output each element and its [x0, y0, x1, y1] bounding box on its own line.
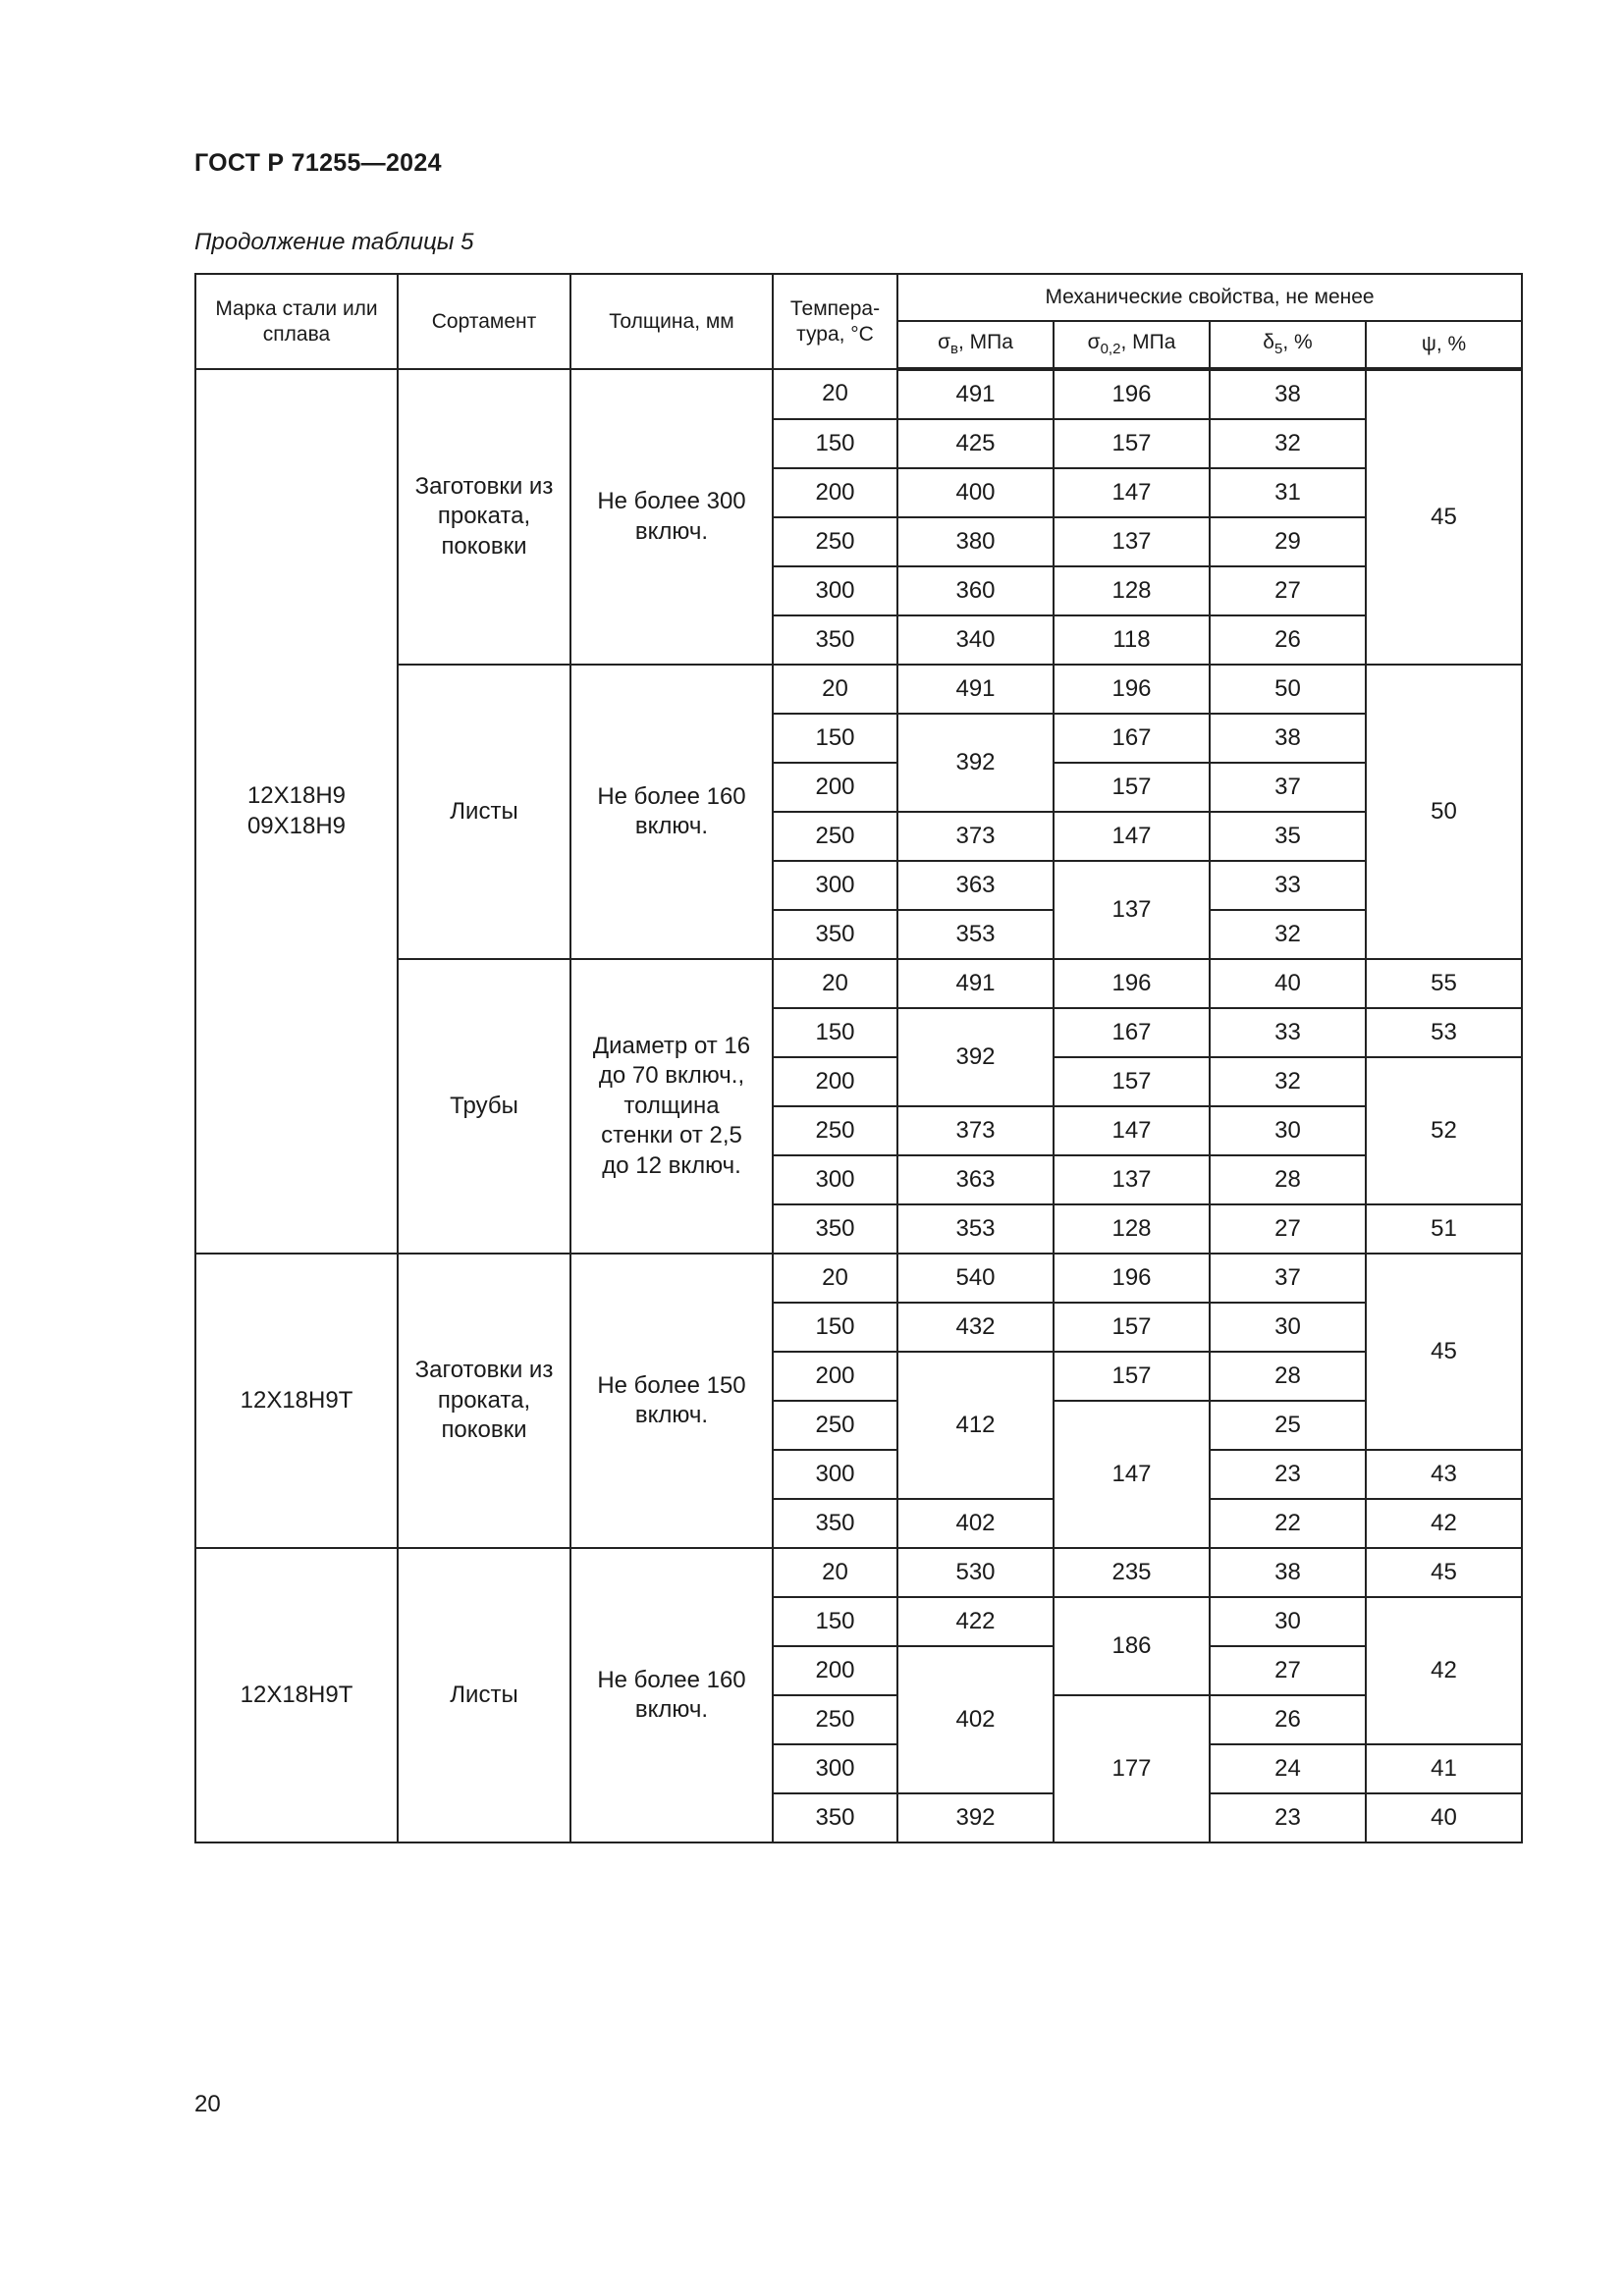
psi-cell: 40	[1366, 1793, 1522, 1842]
temp-cell: 300	[773, 1744, 897, 1793]
temp-cell: 250	[773, 812, 897, 861]
temp-cell: 300	[773, 861, 897, 910]
sigma-02-cell: 186	[1054, 1597, 1210, 1695]
header-delta5: $\delta_5$, %	[1210, 321, 1366, 369]
sigma-b-cell: 402	[897, 1646, 1054, 1793]
temp-cell: 350	[773, 910, 897, 959]
sigma-b-cell: 412	[897, 1352, 1054, 1499]
thickness-cell: Не более 150 включ.	[570, 1254, 773, 1548]
table-row	[195, 1254, 1522, 1303]
temp-cell: 20	[773, 1548, 897, 1597]
psi-cell: 45	[1366, 1254, 1522, 1450]
delta5-cell: 28	[1210, 1155, 1366, 1204]
temp-cell: 350	[773, 1204, 897, 1254]
delta5-cell: 38	[1210, 369, 1366, 419]
temp-cell: 150	[773, 419, 897, 468]
delta5-cell: 27	[1210, 566, 1366, 615]
temp-cell: 200	[773, 1352, 897, 1401]
sigma-02-cell: 196	[1054, 1254, 1210, 1303]
sigma-02-cell: 128	[1054, 566, 1210, 615]
sigma-02-cell: 167	[1054, 1008, 1210, 1057]
psi-cell: 50	[1366, 665, 1522, 959]
delta5-cell: 23	[1210, 1793, 1366, 1842]
temp-cell: 250	[773, 1695, 897, 1744]
sigma-b-cell: 392	[897, 714, 1054, 812]
sigma-02-cell: 147	[1054, 1106, 1210, 1155]
psi-cell: 53	[1366, 1008, 1522, 1057]
sigma-b-cell: 530	[897, 1548, 1054, 1597]
sigma-b-cell: 540	[897, 1254, 1054, 1303]
temp-cell: 200	[773, 1646, 897, 1695]
temp-cell: 350	[773, 615, 897, 665]
header-mechanical-properties: Механические свойства, не менее	[897, 274, 1522, 321]
grade-cell: 12Х18Н9Т	[195, 1548, 398, 1842]
delta5-cell: 33	[1210, 1008, 1366, 1057]
sigma-b-cell: 491	[897, 369, 1054, 419]
header-thickness: Толщина, мм	[570, 274, 773, 369]
temp-cell: 150	[773, 714, 897, 763]
delta5-cell: 30	[1210, 1106, 1366, 1155]
delta5-cell: 38	[1210, 714, 1366, 763]
thickness-cell: Не более 160 включ.	[570, 665, 773, 959]
delta5-cell: 32	[1210, 910, 1366, 959]
temp-cell: 20	[773, 665, 897, 714]
temp-cell: 300	[773, 1450, 897, 1499]
temp-cell: 20	[773, 369, 897, 419]
temp-cell: 150	[773, 1008, 897, 1057]
psi-cell: 52	[1366, 1057, 1522, 1204]
table-row	[195, 369, 1522, 419]
temp-cell: 20	[773, 959, 897, 1008]
delta5-cell: 30	[1210, 1597, 1366, 1646]
temp-cell: 200	[773, 468, 897, 517]
sigma-02-cell: 147	[1054, 1401, 1210, 1548]
sigma-b-cell: 360	[897, 566, 1054, 615]
sigma-02-cell: 196	[1054, 959, 1210, 1008]
header-temperature: Темпера-тура, °С	[773, 274, 897, 369]
temp-cell: 250	[773, 1401, 897, 1450]
header-sigma-b: $\sigma_в$, МПа	[897, 321, 1054, 369]
temp-cell: 250	[773, 1106, 897, 1155]
table-caption: Продолжение таблицы 5	[194, 229, 474, 255]
psi-cell: 42	[1366, 1499, 1522, 1548]
assortment-cell: Листы	[398, 1548, 570, 1842]
delta5-cell: 31	[1210, 468, 1366, 517]
sigma-b-cell: 422	[897, 1597, 1054, 1646]
delta5-cell: 33	[1210, 861, 1366, 910]
grade-cell: 12Х18Н9 09Х18Н9	[195, 369, 398, 1254]
sigma-02-cell: 147	[1054, 812, 1210, 861]
sigma-b-cell: 402	[897, 1499, 1054, 1548]
sigma-b-cell: 400	[897, 468, 1054, 517]
sigma-02-cell: 157	[1054, 1303, 1210, 1352]
temp-cell: 250	[773, 517, 897, 566]
temp-cell: 20	[773, 1254, 897, 1303]
sigma-02-cell: 167	[1054, 714, 1210, 763]
header-sigma-02: $\sigma_{0,2}$, МПа	[1054, 321, 1210, 369]
delta5-cell: 32	[1210, 419, 1366, 468]
sigma-b-cell: 380	[897, 517, 1054, 566]
psi-cell: 45	[1366, 369, 1522, 665]
sigma-b-cell: 392	[897, 1008, 1054, 1106]
sigma-b-cell: 432	[897, 1303, 1054, 1352]
document-header: ГОСТ Р 71255—2024	[194, 149, 442, 177]
sigma-b-cell: 373	[897, 1106, 1054, 1155]
psi-cell: 42	[1366, 1597, 1522, 1744]
temp-cell: 350	[773, 1793, 897, 1842]
delta5-cell: 37	[1210, 763, 1366, 812]
sigma-b-cell: 392	[897, 1793, 1054, 1842]
sigma-b-cell: 353	[897, 1204, 1054, 1254]
assortment-cell: Трубы	[398, 959, 570, 1254]
delta5-cell: 29	[1210, 517, 1366, 566]
psi-cell: 51	[1366, 1204, 1522, 1254]
assortment-cell: Листы	[398, 665, 570, 959]
sigma-02-cell: 196	[1054, 369, 1210, 419]
sigma-b-cell: 340	[897, 615, 1054, 665]
table-row	[195, 1548, 1522, 1597]
header-grade: Марка стали или сплава	[195, 274, 398, 369]
thickness-cell: Диаметр от 16 до 70 включ., толщина стенки от 2,5 до 12 включ.	[570, 959, 773, 1254]
assortment-cell: Заготовки из проката, поковки	[398, 1254, 570, 1548]
sigma-02-cell: 196	[1054, 665, 1210, 714]
delta5-cell: 23	[1210, 1450, 1366, 1499]
header-assortment: Сортамент	[398, 274, 570, 369]
sigma-b-cell: 491	[897, 665, 1054, 714]
sigma-02-cell: 177	[1054, 1695, 1210, 1842]
delta5-cell: 28	[1210, 1352, 1366, 1401]
temp-cell: 350	[773, 1499, 897, 1548]
sigma-02-cell: 137	[1054, 517, 1210, 566]
grade-cell: 12Х18Н9Т	[195, 1254, 398, 1548]
sigma-b-cell: 425	[897, 419, 1054, 468]
delta5-cell: 26	[1210, 1695, 1366, 1744]
temp-cell: 150	[773, 1597, 897, 1646]
delta5-cell: 37	[1210, 1254, 1366, 1303]
delta5-cell: 38	[1210, 1548, 1366, 1597]
sigma-b-cell: 363	[897, 1155, 1054, 1204]
sigma-02-cell: 157	[1054, 1057, 1210, 1106]
temp-cell: 200	[773, 763, 897, 812]
thickness-cell: Не более 160 включ.	[570, 1548, 773, 1842]
delta5-cell: 30	[1210, 1303, 1366, 1352]
sigma-b-cell: 373	[897, 812, 1054, 861]
delta5-cell: 40	[1210, 959, 1366, 1008]
page-number: 20	[194, 2091, 221, 2117]
sigma-02-cell: 157	[1054, 419, 1210, 468]
delta5-cell: 35	[1210, 812, 1366, 861]
header-psi: ψ, %	[1366, 321, 1522, 369]
sigma-02-cell: 137	[1054, 1155, 1210, 1204]
psi-cell: 43	[1366, 1450, 1522, 1499]
delta5-cell: 26	[1210, 615, 1366, 665]
psi-cell: 45	[1366, 1548, 1522, 1597]
sigma-b-cell: 353	[897, 910, 1054, 959]
delta5-cell: 22	[1210, 1499, 1366, 1548]
temp-cell: 150	[773, 1303, 897, 1352]
sigma-b-cell: 363	[897, 861, 1054, 910]
delta5-cell: 50	[1210, 665, 1366, 714]
delta5-cell: 24	[1210, 1744, 1366, 1793]
sigma-02-cell: 128	[1054, 1204, 1210, 1254]
sigma-02-cell: 118	[1054, 615, 1210, 665]
sigma-02-cell: 147	[1054, 468, 1210, 517]
sigma-02-cell: 157	[1054, 1352, 1210, 1401]
sigma-02-cell: 235	[1054, 1548, 1210, 1597]
mechanical-properties-table	[194, 273, 1523, 1843]
psi-cell: 41	[1366, 1744, 1522, 1793]
delta5-cell: 32	[1210, 1057, 1366, 1106]
psi-cell: 55	[1366, 959, 1522, 1008]
temp-cell: 200	[773, 1057, 897, 1106]
sigma-b-cell: 491	[897, 959, 1054, 1008]
delta5-cell: 27	[1210, 1204, 1366, 1254]
assortment-cell: Заготовки из проката, поковки	[398, 369, 570, 665]
delta5-cell: 27	[1210, 1646, 1366, 1695]
sigma-02-cell: 137	[1054, 861, 1210, 959]
delta5-cell: 25	[1210, 1401, 1366, 1450]
sigma-02-cell: 157	[1054, 763, 1210, 812]
temp-cell: 300	[773, 1155, 897, 1204]
temp-cell: 300	[773, 566, 897, 615]
thickness-cell: Не более 300 включ.	[570, 369, 773, 665]
